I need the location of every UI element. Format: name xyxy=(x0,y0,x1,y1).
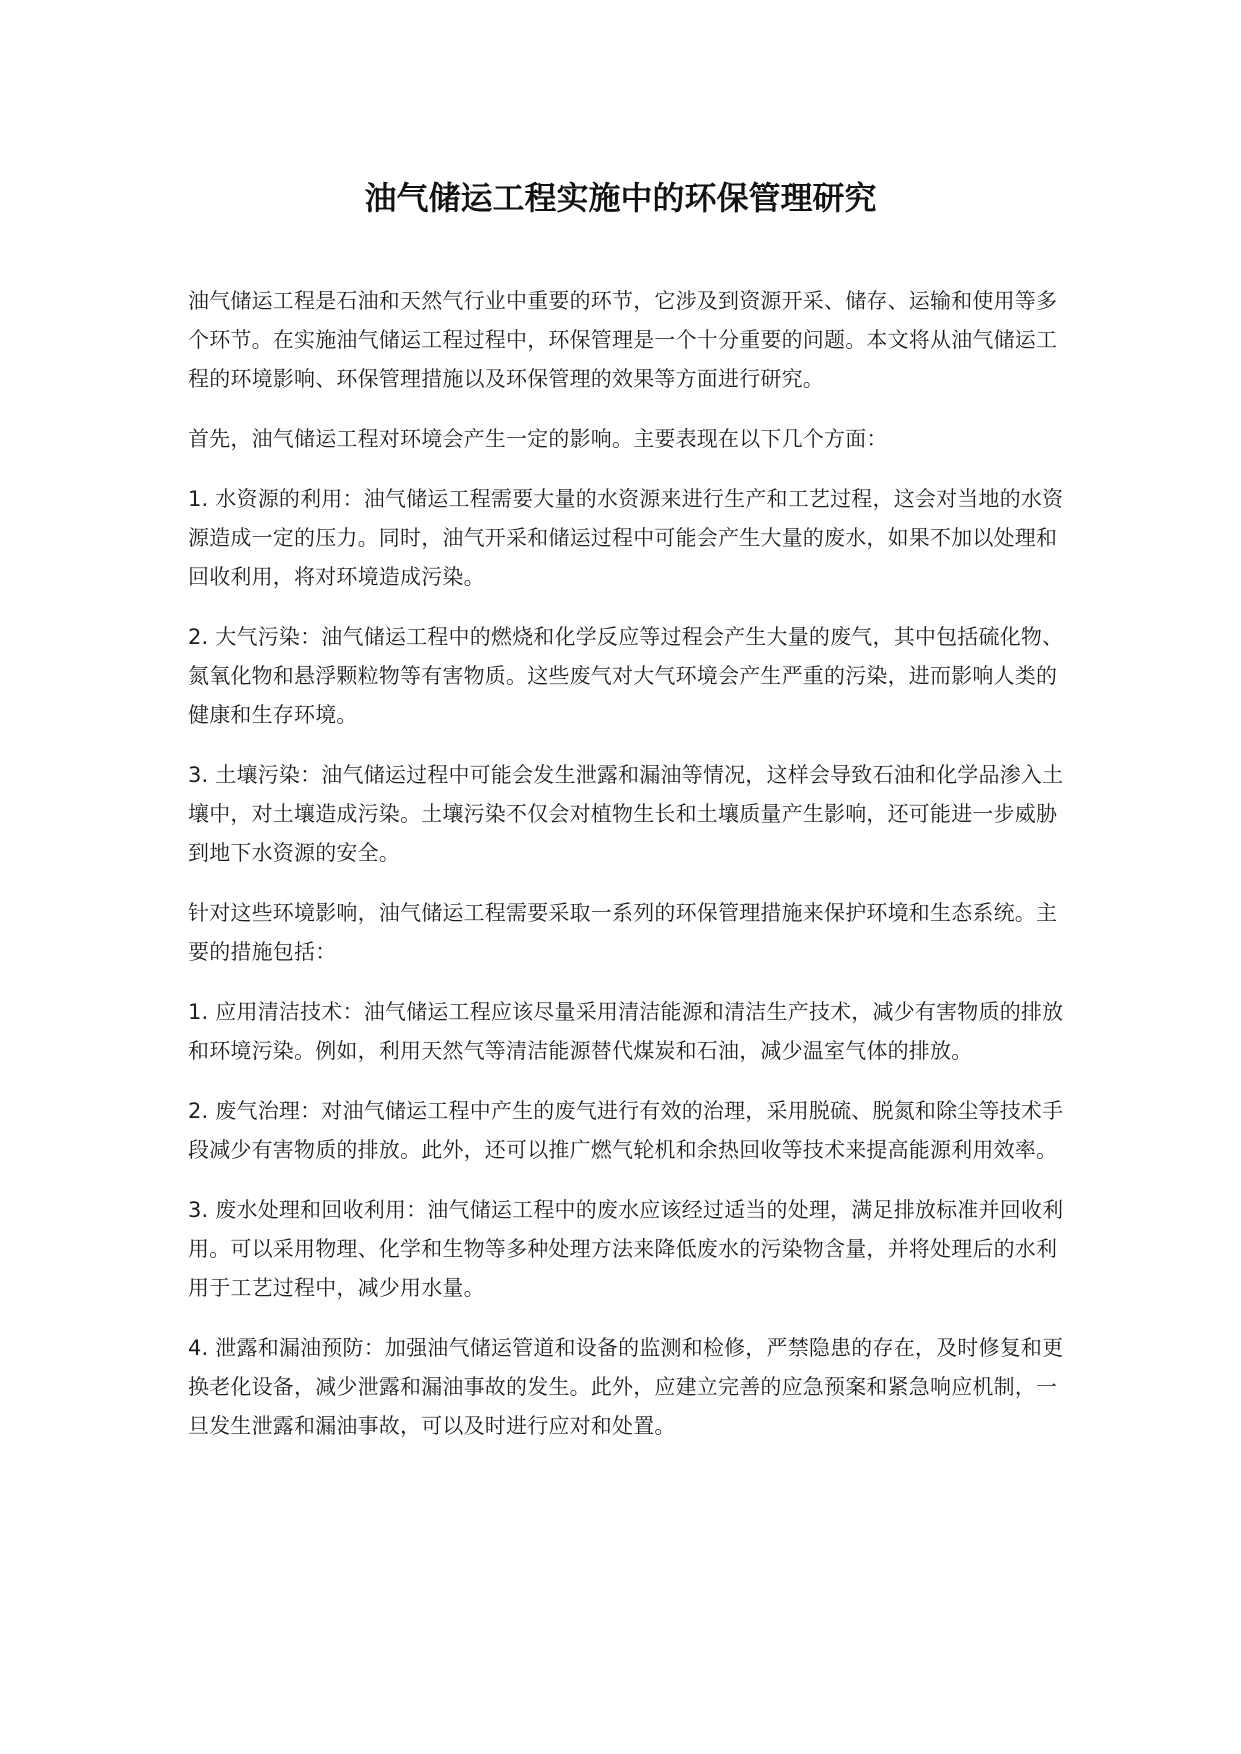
paragraph-measures-lead: 针对这些环境影响，油气储运工程需要采取一系列的环保管理措施来保护环境和生态系统。主要的措施包括： xyxy=(188,901,1058,964)
paragraph-measure-exhaust: 2. 废气治理：对油气储运工程中产生的废气进行有效的治理，采用脱硫、脱氮和除尘等技术手段减少有害物质的排放。此外，还可以推广燃气轮机和余热回收等技术来提高能源利用效率。 xyxy=(188,1099,1064,1162)
paragraph-impact-water: 1. 水资源的利用：油气储运工程需要大量的水资源来进行生产和工艺过程，这会对当地的水资源造成一定的压力。同时，油气开采和储运过程中可能会产生大量的废水，如果不加以处理和回收利用，将对环境造成污染。 xyxy=(188,487,1064,589)
paragraph-measure-clean-tech: 1. 应用清洁技术：油气储运工程应该尽量采用清洁能源和清洁生产技术，减少有害物质的排放和环境污染。例如，利用天然气等清洁能源替代煤炭和石油，减少温室气体的排放。 xyxy=(188,1000,1064,1063)
paragraph-impact-air: 2. 大气污染：油气储运工程中的燃烧和化学反应等过程会产生大量的废气，其中包括硫化物、氮氧化物和悬浮颗粒物等有害物质。这些废气对大气环境会产生严重的污染，进而影响人类的健康和生存环境。 xyxy=(188,625,1064,727)
paragraph-intro: 油气储运工程是石油和天然气行业中重要的环节，它涉及到资源开采、储存、运输和使用等多个环节。在实施油气储运工程过程中，环保管理是一个十分重要的问题。本文将从油气储运工程的环境影响、环保管理措施以及环保管理的效果等方面进行研究。 xyxy=(188,289,1058,391)
document-title: 油气储运工程实施中的环保管理研究 xyxy=(364,179,877,217)
document-body xyxy=(188,282,1078,1467)
paragraph-measure-wastewater: 3. 废水处理和回收利用：油气储运工程中的废水应该经过适当的处理，满足排放标准并回收利用。可以采用物理、化学和生物等多种处理方法来降低废水的污染物含量，并将处理后的水利用于工艺过程中，减少用水量。 xyxy=(188,1198,1064,1300)
paragraph-measure-leak-prevention: 4. 泄露和漏油预防：加强油气储运管道和设备的监测和检修，严禁隐患的存在，及时修复和更换老化设备，减少泄露和漏油事故的发生。此外，应建立完善的应急预案和紧急响应机制，一旦发生泄露和漏油事故，可以及时进行应对和处置。 xyxy=(188,1336,1064,1438)
paragraph-impact-lead: 首先，油气储运工程对环境会产生一定的影响。主要表现在以下几个方面： xyxy=(188,427,888,451)
paragraph-impact-soil: 3. 土壤污染：油气储运过程中可能会发生泄露和漏油等情况，这样会导致石油和化学品渗入土壤中，对土壤造成污染。土壤污染不仅会对植物生长和土壤质量产生影响，还可能进一步威胁到地下水资源的安全。 xyxy=(188,763,1064,865)
